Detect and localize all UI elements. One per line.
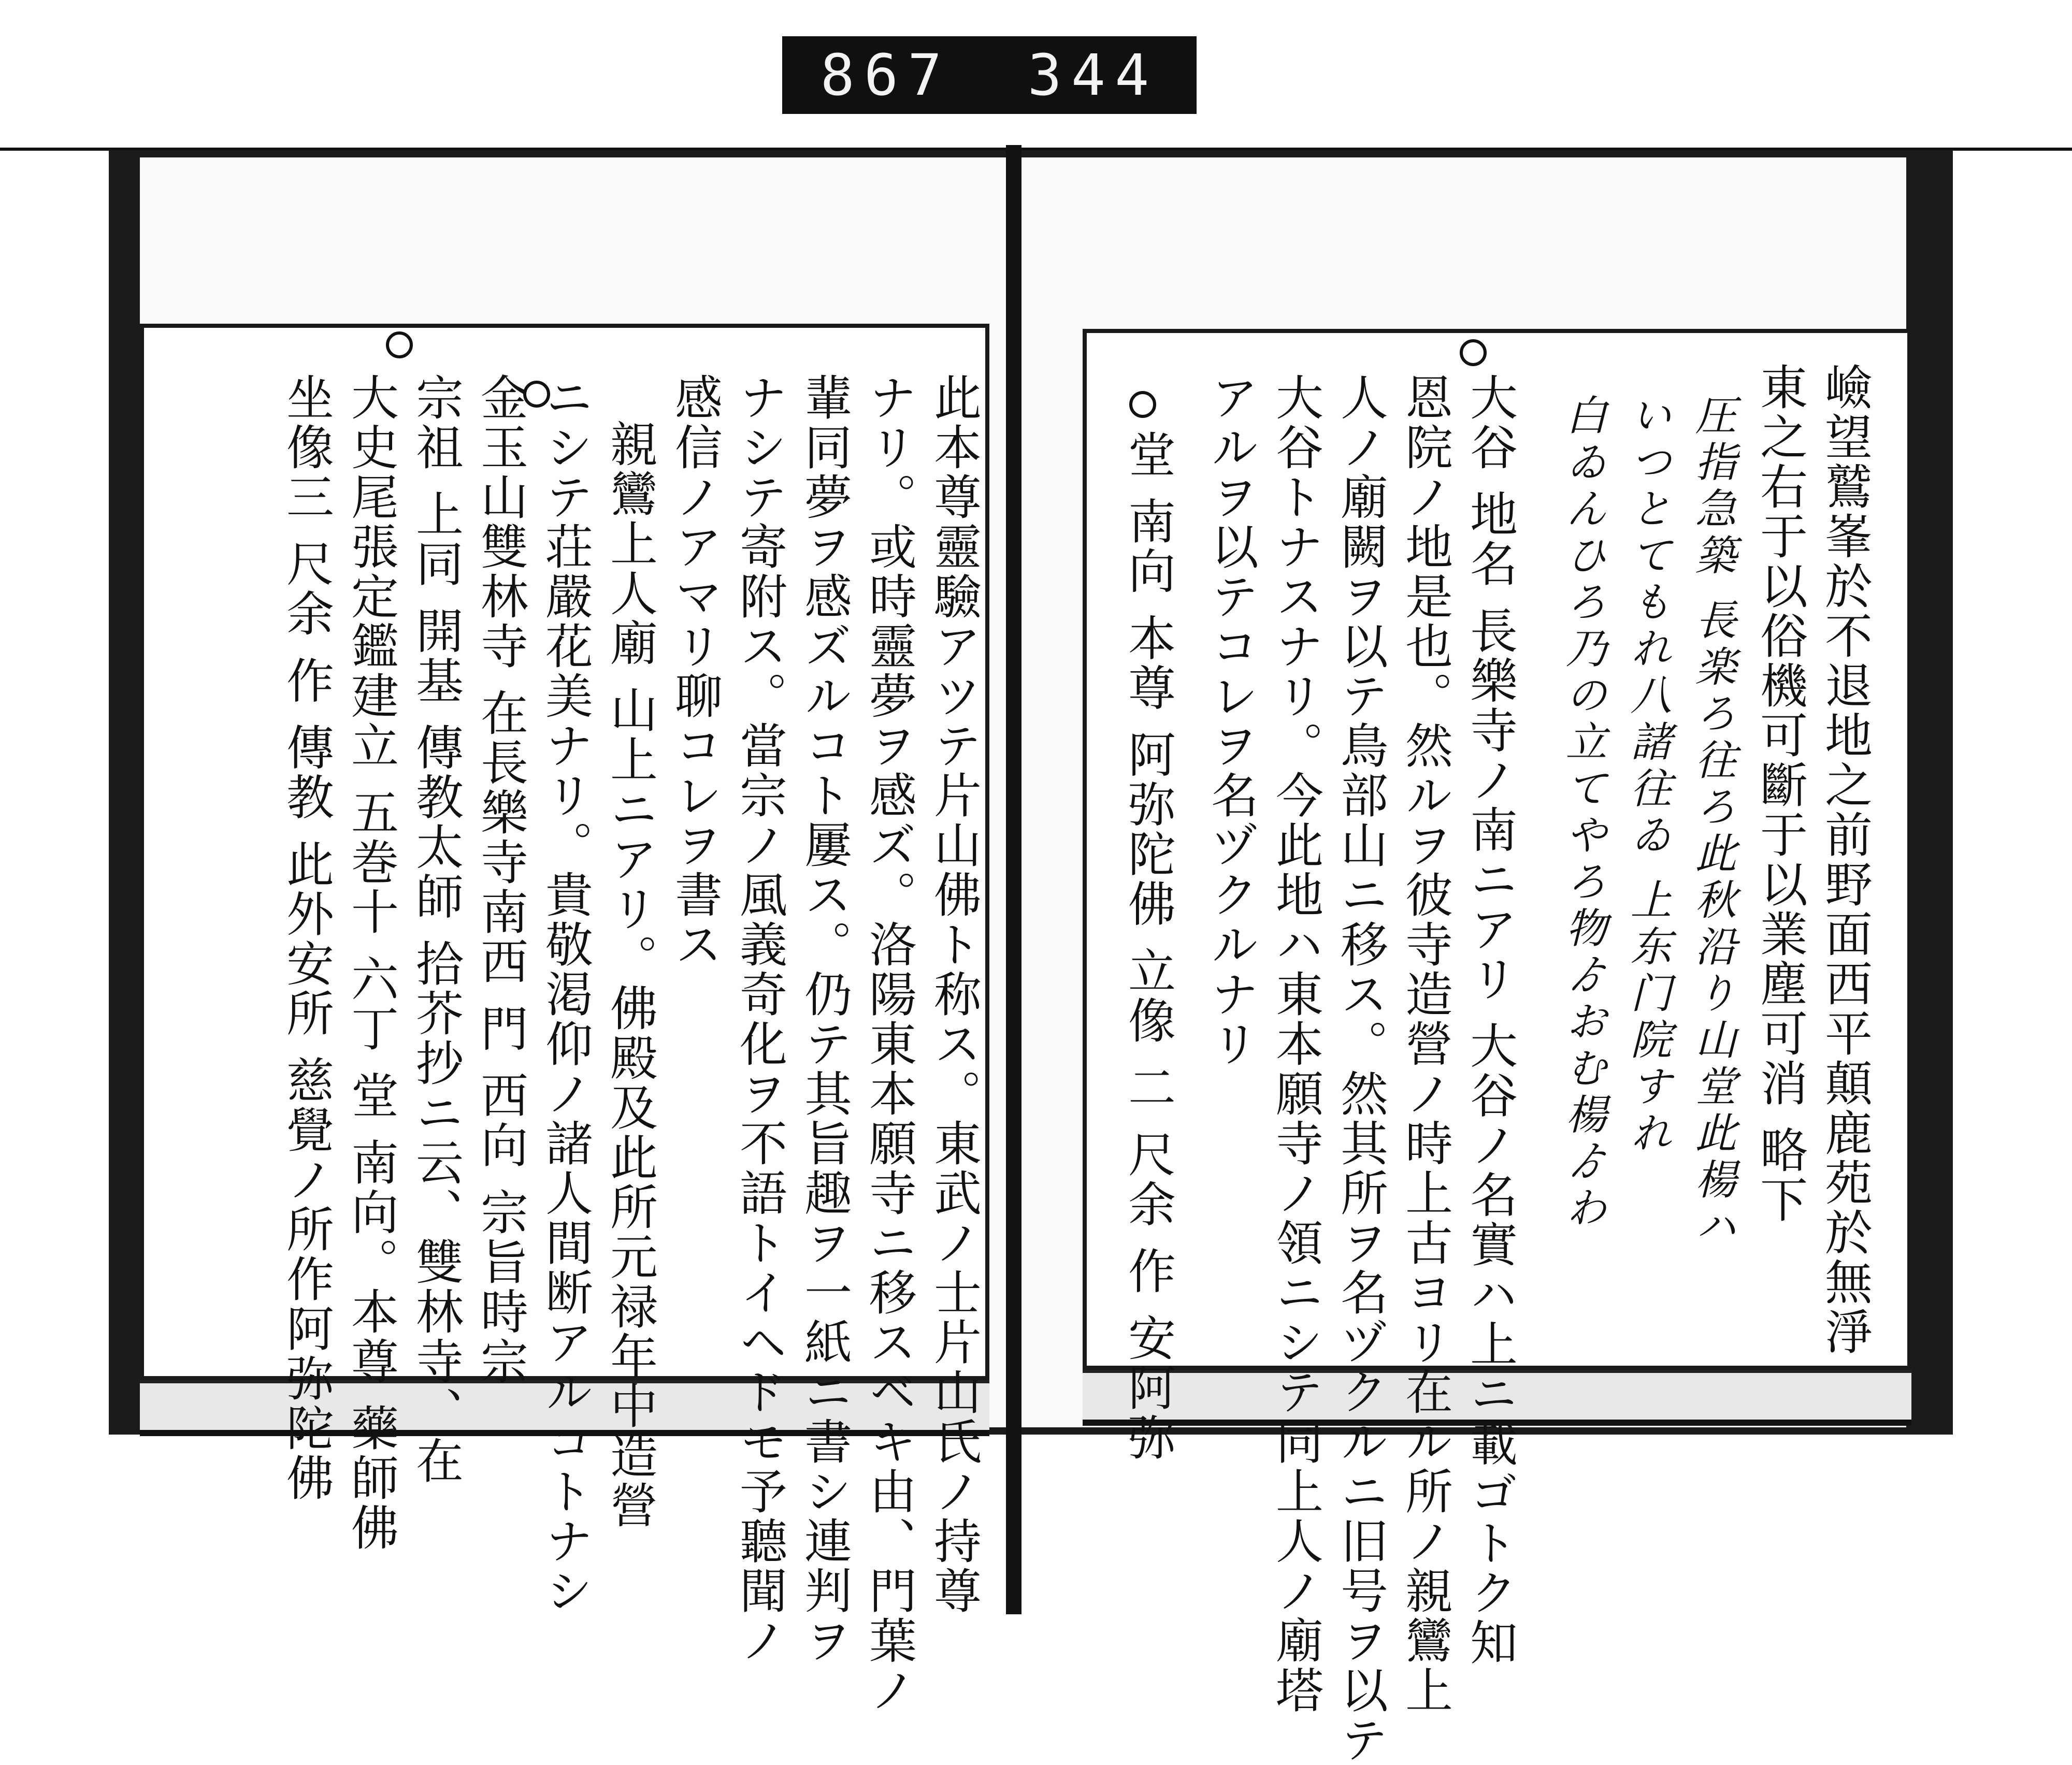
right-page-handwritten-column: いつとてもれ八諸往ゐ 上东门院すれ xyxy=(1623,394,1672,1158)
left-page-column: 金玉山雙林寺 在長樂寺南西 門 西向 宗旨時宗 xyxy=(473,373,528,1386)
left-page-column: 輩同夢ヲ感ズルコト屢ス。仍テ其旨趣ヲ一紙ニ書シ連判ヲ xyxy=(797,373,852,1666)
left-page-column: 此本尊靈驗アツテ片山佛ト称ス。東武ノ士片山氏ノ持尊 xyxy=(926,373,982,1616)
microfilm-reel-label xyxy=(782,36,1197,114)
right-page-handwritten-column: 圧指急築 長楽ろ往ろ此秋沿り山堂此楊ハ xyxy=(1688,394,1736,1251)
circle-mark xyxy=(1129,391,1156,418)
circle-mark xyxy=(1460,339,1487,366)
right-page-column: アルヲ以テコレヲ名ヅクルナリ xyxy=(1203,373,1259,1069)
left-page-column: 大史尾張定鑑建立 五巻十 六丁 堂 南向。本尊 藥師佛 xyxy=(343,373,399,1553)
right-page-column: 堂 南向 本尊 阿弥陀佛 立像 二 尺余 作 安阿弥 xyxy=(1120,430,1176,1463)
left-page-column: 感信ノアマリ聊コレヲ書ス xyxy=(667,373,723,970)
right-page-handwritten-column: 白ゐんひろ乃の立てやろ物ゟおむ楊ゟわ xyxy=(1559,394,1607,1233)
left-page-column: 坐像三 尺余 作 傳教 此外安所 慈覺ノ所作阿弥陀佛 xyxy=(279,373,334,1503)
right-page-column: 嶮望鷲峯於不退地之前野面西平顛鹿苑於無淨 xyxy=(1817,363,1873,1357)
circle-mark xyxy=(386,331,413,358)
left-page-column: ニシテ荘嚴花美ナリ。貴敬渇仰ノ諸人間断アルコトナシ xyxy=(538,373,593,1616)
book-spine xyxy=(1006,145,1021,1614)
right-page-column: 恩院ノ地是也。然ルヲ彼寺造營ノ時上古ヨリ在ル所ノ親鸞上 xyxy=(1398,373,1453,1715)
frame-number: 344 xyxy=(1027,42,1159,108)
left-page-column: ナシテ寄附ス。當宗ノ風義奇化ヲ不語トイヘドモ予聽聞ノ xyxy=(732,373,787,1666)
right-page-column: 大谷 地名 長樂寺ノ南ニアリ 大谷ノ名實ハ上ニ載ゴトク知 xyxy=(1462,373,1518,1668)
reel-number: 867 xyxy=(820,42,952,108)
right-page-column: 人ノ廟闕ヲ以テ鳥部山ニ移ス。然其所ヲ名ヅクルニ旧号ヲ以テ xyxy=(1333,373,1388,1765)
right-page-column: 大谷トナスナリ。今此地ハ東本願寺ノ領ニシテ同上人ノ廟塔 xyxy=(1268,373,1323,1715)
left-page-column: 宗祖 上同 開基 傳教太師 拾芥抄ニ云、雙林寺、在 xyxy=(408,373,464,1486)
left-page-column: 親鸞上人廟 山上ニアリ。佛殿及此所元禄年中造營 xyxy=(602,419,658,1531)
left-page-column: ナリ。或時靈夢ヲ感ズ。洛陽東本願寺ニ移スベキ由、門葉ノ xyxy=(861,373,917,1715)
right-page-column: 東之右于以俗機可斷于以業塵可消 略下 xyxy=(1752,363,1808,1225)
